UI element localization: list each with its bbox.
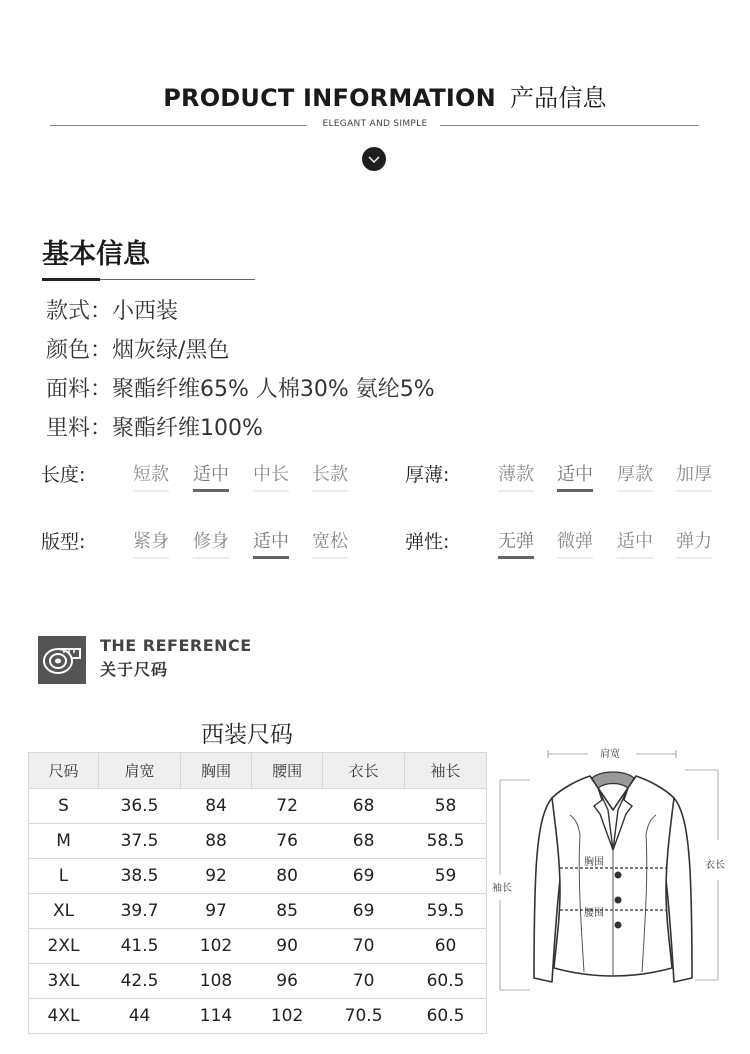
reference-title-cn: 关于尺码 [100,660,169,679]
attr-length-option: 短款 [133,460,169,492]
col-size: 尺码 [29,753,99,789]
value-cell: 92 [180,859,251,894]
value-cell: 76 [252,824,323,859]
value-cell: 108 [180,964,251,999]
diagram-label-sleeve: 袖长 [492,883,512,894]
value-cell: 88 [180,824,251,859]
value-cell: 60.5 [405,964,487,999]
table-row [29,789,487,824]
value-cell: 39.7 [99,894,181,929]
value-cell: 70.5 [323,999,405,1034]
chevron-down-icon [362,147,386,171]
attr-elasticity-option: 适中 [617,527,653,559]
info-lining: 里料：聚酯纤维100% [46,416,263,441]
attr-length-option: 长款 [312,460,348,492]
table-row [29,824,487,859]
value-cell: 84 [180,789,251,824]
info-color: 颜色：烟灰绿/黑色 [46,338,230,363]
table-row [29,929,487,964]
size-cell: M [29,824,99,859]
table-row [29,999,487,1034]
value-cell: 85 [252,894,323,929]
value-cell: 68 [323,824,405,859]
value-cell: 102 [252,999,323,1034]
attr-thickness-option: 加厚 [676,460,712,492]
size-cell: 3XL [29,964,99,999]
value-cell: 97 [180,894,251,929]
value-cell: 114 [180,999,251,1034]
attr-thickness-label: 厚薄: [405,464,450,486]
attr-thickness-option: 厚款 [617,460,653,492]
attr-fit-option-selected: 适中 [253,527,289,559]
col-waist: 腰围 [252,753,323,789]
size-cell: L [29,859,99,894]
value-cell: 60.5 [405,999,487,1034]
col-shoulder: 肩宽 [99,753,181,789]
attr-elasticity-option: 弹力 [676,527,712,559]
size-table [28,752,487,1034]
value-cell: 58 [405,789,487,824]
title-en: PRODUCT INFORMATION [163,84,496,112]
value-cell: 102 [180,929,251,964]
diagram-label-shoulder: 肩宽 [600,749,620,760]
col-length: 衣长 [323,753,405,789]
value-cell: 69 [323,859,405,894]
value-cell: 42.5 [99,964,181,999]
attr-fit-option: 修身 [193,527,229,559]
value-cell: 96 [252,964,323,999]
attr-elasticity-label: 弹性: [405,531,450,553]
size-cell: 2XL [29,929,99,964]
info-fabric: 面料：聚酯纤维65% 人棉30% 氨纶5% [46,377,435,402]
size-cell: 4XL [29,999,99,1034]
value-cell: 68 [323,789,405,824]
value-cell: 69 [323,894,405,929]
value-cell: 80 [252,859,323,894]
value-cell: 37.5 [99,824,181,859]
value-cell: 90 [252,929,323,964]
attr-thickness-option: 薄款 [498,460,534,492]
measuring-tape-icon [38,636,86,684]
table-row [29,894,487,929]
value-cell: 44 [99,999,181,1034]
size-cell: XL [29,894,99,929]
value-cell: 70 [323,929,405,964]
attr-length-option: 中长 [253,460,289,492]
value-cell: 70 [323,964,405,999]
table-header-row [29,753,487,789]
diagram-label-length: 衣长 [705,860,725,871]
diagram-label-waist: 腰围 [584,908,604,919]
value-cell: 58.5 [405,824,487,859]
col-chest: 胸围 [180,753,251,789]
basic-info-underline-accent [42,278,100,281]
info-style: 款式：小西装 [46,299,179,324]
value-cell: 38.5 [99,859,181,894]
attr-fit-option: 紧身 [133,527,169,559]
value-cell: 36.5 [99,789,181,824]
table-row [29,964,487,999]
diagram-label-chest: 胸围 [584,857,604,868]
reference-title-en: THE REFERENCE [100,636,252,655]
attr-elasticity-option-selected: 无弹 [498,527,534,559]
size-table-title: 西装尺码 [201,722,293,748]
basic-info-title: 基本信息 [42,239,150,270]
attr-thickness-option-selected: 适中 [557,460,593,492]
attr-fit-label: 版型: [41,531,86,553]
size-cell: S [29,789,99,824]
value-cell: 72 [252,789,323,824]
attr-fit-option: 宽松 [312,527,348,559]
attr-length-label: 长度: [41,464,86,486]
jacket-diagram [490,740,745,1000]
attr-length-option-selected: 适中 [193,460,229,492]
value-cell: 41.5 [99,929,181,964]
value-cell: 60 [405,929,487,964]
table-row [29,859,487,894]
value-cell: 59.5 [405,894,487,929]
col-sleeve: 袖长 [405,753,487,789]
value-cell: 59 [405,859,487,894]
attr-elasticity-option: 微弹 [557,527,593,559]
page-title [0,78,750,113]
header-subtitle: ELEGANT AND SIMPLE [322,119,428,129]
title-cn: 产品信息 [509,84,607,112]
